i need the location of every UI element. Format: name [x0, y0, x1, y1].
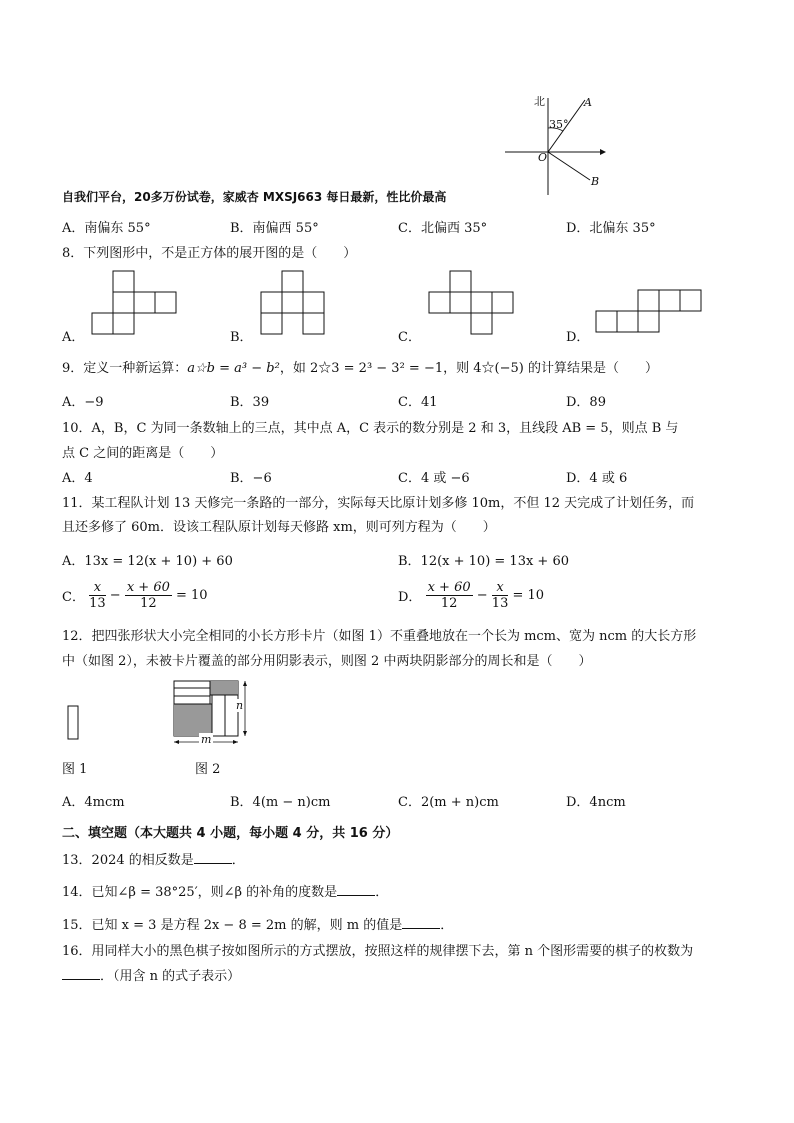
q8-stem: 8．下列图形中，不是正方体的展开图的是（ ） [62, 246, 357, 261]
q7-option-a: A．南偏东 55° [62, 221, 151, 236]
q11-d-num2: x [492, 580, 509, 596]
q11-c-den2: 12 [140, 596, 157, 611]
q9-example: 2☆3 = 2³ − 3² = −1 [309, 361, 444, 376]
q11-c-num2: x + 60 [126, 580, 170, 595]
q11-d-num1: x + 60 [427, 580, 471, 595]
q7-option-c: C．北偏西 35° [398, 221, 488, 236]
q9-stem [62, 357, 658, 376]
q16-line1: 16．用同样大小的黑色棋子按如图所示的方式摆放，按照这样的规律摆下去，第 n 个图形需要的棋子的枚数为 [62, 944, 694, 959]
q11-c-den1: 13 [89, 596, 106, 611]
q10-option-c: C．4 或 −6 [398, 471, 470, 486]
fig1-caption: 图 1 [62, 762, 88, 777]
q14-end: ． [375, 885, 389, 900]
q15-blank[interactable] [402, 917, 440, 929]
fig2-n-label: n [236, 699, 244, 712]
q9-option-d: D．89 [566, 395, 606, 410]
q11-line2: 且还多修了 60m．设该工程队原计划每天修路 xm，则可列方程为（ ） [62, 520, 496, 535]
q15-text: 15．已知 x = 3 是方程 2x − 8 = 2m 的解，则 m 的值是 [62, 918, 403, 933]
net-a [92, 270, 182, 335]
q13-end: ． [231, 853, 245, 868]
compass-b-label: B [591, 175, 600, 188]
q9-option-b: B．39 [230, 395, 270, 410]
q11-d-eq: = 10 [512, 588, 545, 603]
q13-blank[interactable] [194, 852, 232, 864]
q11-option-b: B．12(x + 10) = 13x + 60 [398, 554, 569, 569]
q10-line1: 10．A，B，C 为同一条数轴上的三点，其中点 A，C 表示的数分别是 2 和 3，且线段 AB = 5，则点 B 与 [62, 421, 679, 436]
q12-option-b: B．4(m − n)cm [230, 795, 331, 810]
q12-line2: 中（如图 2），未被卡片覆盖的部分用阴影表示，则图 2 中两块阴影部分的周长和是（ ） [62, 654, 592, 669]
q16-blank[interactable] [62, 968, 100, 980]
q8-label-b: B． [230, 330, 253, 345]
q11-d-den1: 12 [440, 596, 458, 611]
q10-line2: 点 C 之间的距离是（ ） [62, 446, 224, 461]
fig2-caption: 图 2 [195, 762, 221, 777]
q12-option-d: D．4ncm [566, 795, 626, 810]
q13-text: 13．2024 的相反数是 [62, 853, 194, 868]
q11-option-a: A．13x = 12(x + 10) + 60 [62, 554, 233, 569]
q11-option-d [398, 580, 544, 611]
q12-option-c: C．2(m + n)cm [398, 795, 499, 810]
q13 [62, 849, 245, 868]
q15-end: ． [440, 918, 454, 933]
compass-north-label: 北 [534, 95, 545, 108]
compass-o-label: O [538, 151, 548, 164]
q14 [62, 881, 388, 900]
q11-c-label: C． [62, 590, 85, 605]
q10-option-a: A．4 [62, 471, 93, 486]
q9-definition: a☆b = a³ − b² [187, 361, 280, 376]
q9-end: ，则 4☆(−5) 的计算结果是（ ） [443, 361, 658, 376]
q9-option-c: C．41 [398, 395, 438, 410]
q11-d-den2: 13 [491, 596, 509, 611]
banner-text: 自我们平台，20多万份试卷，家威杏 MXSJ663 每日最新，性比价最高 [62, 190, 447, 204]
q8-label-c: C． [398, 330, 421, 345]
q11-c-eq: = 10 [176, 588, 208, 603]
figure-1-card [67, 705, 81, 741]
q9-option-a: A．−9 [62, 395, 104, 410]
q14-text: 14．已知∠β = 38°25′，则∠β 的补角的度数是 [62, 885, 338, 900]
q16-line2 [62, 965, 240, 984]
q10-option-d: D．4 或 6 [566, 471, 628, 486]
q8-label-d: D． [566, 330, 590, 345]
net-c [429, 270, 519, 335]
q16-end: ．（用含 n 的式子表示） [100, 969, 241, 984]
q9-prefix: 9．定义一种新运算： [62, 361, 188, 376]
compass-a-label: A [584, 96, 592, 109]
q9-mid: ，如 [279, 361, 310, 376]
q7-option-b: B．南偏西 55° [230, 221, 319, 236]
q11-d-minus: − [476, 588, 488, 603]
q10-option-b: B．−6 [230, 471, 272, 486]
q11-option-c [62, 580, 208, 611]
q11-c-num1: x [89, 580, 106, 596]
q8-label-a: A． [62, 330, 85, 345]
q11-c-minus: − [109, 588, 121, 603]
q12-option-a: A．4mcm [62, 795, 125, 810]
compass-angle-label: 35° [549, 118, 569, 131]
q12-line1: 12．把四张形状大小完全相同的小长方形卡片（如图 1）不重叠地放在一个长为 mcm、宽为 ncm 的大长方形 [62, 629, 697, 644]
q7-option-d: D．北偏东 35° [566, 221, 656, 236]
q11-d-label: D． [398, 590, 422, 605]
q11-line1: 11．某工程队计划 13 天修完一条路的一部分，实际每天比原计划多修 10m，不但 12 天完成了计划任务，而 [62, 496, 695, 511]
net-d [596, 289, 706, 334]
q14-blank[interactable] [337, 884, 375, 896]
net-b [261, 270, 331, 335]
q15 [62, 914, 453, 933]
section-2-heading: 二、填空题（本大题共 4 小题，每小题 4 分，共 16 分） [62, 826, 399, 841]
fig2-m-label: m [201, 733, 212, 746]
